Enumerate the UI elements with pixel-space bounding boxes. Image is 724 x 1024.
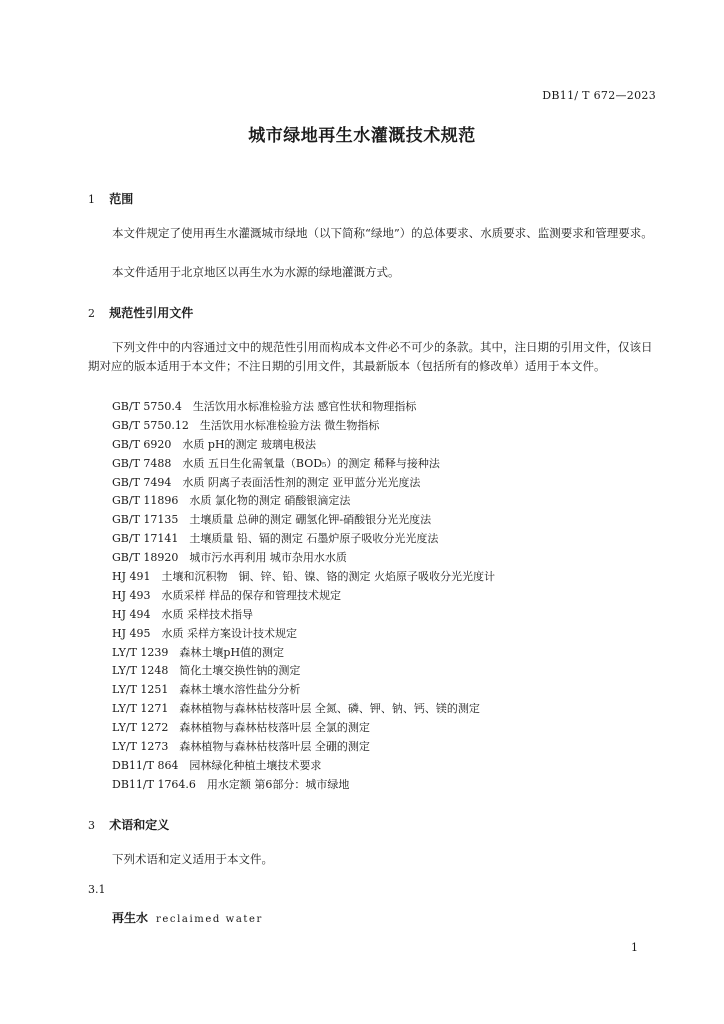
reference-item: DB11/T 864 园林绿化种植土壤技术要求 <box>112 758 322 772</box>
page-number: 1 <box>631 941 638 954</box>
reference-item: GB/T 7488 水质 五日生化需氧量（BOD₅）的测定 稀释与接种法 <box>112 456 440 470</box>
term-english: reclaimed water <box>156 914 263 925</box>
reference-item: GB/T 17135 土壤质量 总砷的测定 硼氢化钾-硝酸银分光光度法 <box>112 513 432 527</box>
section-number: 1 <box>88 193 95 206</box>
scope-paragraph-2: 本文件适用于北京地区以再生水为水源的绿地灌溉方式。 <box>112 265 400 279</box>
reference-item: HJ 491 土壤和沉积物 铜、锌、铅、镍、铬的测定 火焰原子吸收分光光度计 <box>112 570 495 584</box>
reference-item: HJ 495 水质 采样方案设计技术规定 <box>112 626 297 640</box>
section-number: 3 <box>88 819 95 832</box>
reference-item: GB/T 5750.12 生活饮用水标准检验方法 微生物指标 <box>112 418 380 432</box>
reference-item: GB/T 18920 城市污水再利用 城市杂用水水质 <box>112 551 347 565</box>
standard-code: DB11/ T 672—2023 <box>542 89 656 102</box>
reference-item: LY/T 1239 森林土壤pH值的测定 <box>112 645 285 659</box>
terms-intro: 下列术语和定义适用于本文件。 <box>112 852 273 866</box>
reference-item: GB/T 6920 水质 pH的测定 玻璃电极法 <box>112 437 317 451</box>
term-entry <box>112 909 263 926</box>
reference-item: GB/T 5750.4 生活饮用水标准检验方法 感官性状和物理指标 <box>112 400 417 413</box>
reference-item: HJ 494 水质 采样技术指导 <box>112 607 253 621</box>
reference-item: LY/T 1272 森林植物与森林枯枝落叶层 全氯的测定 <box>112 721 370 735</box>
section-title: 规范性引用文件 <box>109 306 194 320</box>
references-intro: 下列文件中的内容通过文中的规范性引用而构成本文件必不可少的条款。其中，注日期的引用文件，仅该日期对应的版本适用于本文件；不注日期的引用文件，其最新版本（包括所有的修改单）适用于本文件。 <box>88 340 653 373</box>
reference-item: GB/T 7494 水质 阴离子表面活性剂的测定 亚甲蓝分光光度法 <box>112 475 421 489</box>
document-title: 城市绿地再生水灌溉技术规范 <box>248 126 476 146</box>
reference-item: GB/T 11896 水质 氯化物的测定 硝酸银滴定法 <box>112 494 351 508</box>
section-number: 2 <box>88 307 95 320</box>
clause-number: 3.1 <box>88 883 106 896</box>
reference-list <box>112 398 495 795</box>
section-title: 范围 <box>109 192 134 206</box>
section-3-heading <box>88 816 169 833</box>
reference-item: LY/T 1273 森林植物与森林枯枝落叶层 全硼的测定 <box>112 740 370 754</box>
section-title: 术语和定义 <box>109 818 170 832</box>
reference-item: LY/T 1251 森林土壤水溶性盐分分析 <box>112 683 301 697</box>
section-1-heading <box>88 190 133 207</box>
term-chinese: 再生水 <box>112 911 149 925</box>
reference-item: HJ 493 水质采样 样品的保存和管理技术规定 <box>112 588 341 602</box>
reference-item: DB11/T 1764.6 用水定额 第6部分：城市绿地 <box>112 777 350 791</box>
scope-paragraph-1: 本文件规定了使用再生水灌溉城市绿地（以下简称“绿地”）的总体要求、水质要求、监测要求和管理要求。 <box>112 226 653 240</box>
reference-item: LY/T 1248 简化土壤交换性钠的测定 <box>112 664 301 678</box>
reference-item: GB/T 17141 土壤质量 铅、镉的测定 石墨炉原子吸收分光光度法 <box>112 532 439 546</box>
section-2-heading <box>88 304 193 321</box>
reference-item: LY/T 1271 森林植物与森林枯枝落叶层 全氮、磷、钾、钠、钙、镁的测定 <box>112 702 480 716</box>
